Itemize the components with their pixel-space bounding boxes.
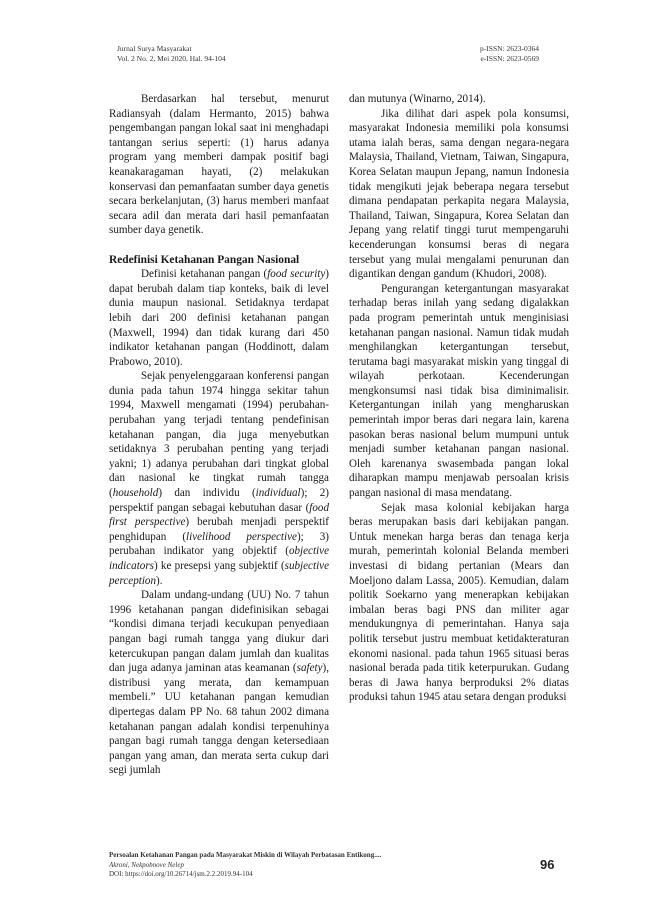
e-issn: e-ISSN: 2623-0569 bbox=[480, 54, 539, 63]
article-title: Persoalan Ketahanan Pangan pada Masyarakat Miskin di Wilayah Perbatasan Entikong.... bbox=[109, 851, 382, 859]
running-header-right bbox=[480, 44, 539, 64]
page-footer bbox=[109, 851, 381, 880]
article-authors: Akroni, Nekpobnove Nelep bbox=[109, 860, 184, 869]
paragraph: Sejak masa kolonial kebijakan harga beras merupakan basis dari kebijakan pangan. Untuk menekan harga beras dan tenaga kerja murah, pemerintah kolonial Belanda memberi investasi di bidang pertanian (Mears dan Moeljono dalam Lassa, 2005). Kemudian, dalam politik Soekarno yang menerapkan kebijakan imbalan beras bagi PNS dan militer agar mendukungnya di pemerintahan. Hanya saja politik tersebut justru membuat ketidakteraturan ekonomi nasional. pada tahun 1965 situasi beras nasional berada pada titik keterpurukan. Gudang beras di Jawa hanya berproduksi 2% diatas produksi tahun 1945 atau setara dengan produksi bbox=[349, 501, 569, 704]
paragraph: dan mutunya (Winarno, 2014). bbox=[349, 93, 486, 105]
running-header-left bbox=[117, 44, 226, 64]
right-column bbox=[349, 92, 569, 705]
journal-volume: Vol. 2 No. 2, Mei 2020, Hal. 94-104 bbox=[117, 54, 226, 63]
left-column bbox=[109, 92, 329, 778]
paragraph: Definisi ketahanan pangan (food security) dapat berubah dalam tiap konteks, baik di level dunia maupun nasional. Setidaknya terdapat lebih dari 200 definisi ketahanan pangan (Maxwell, 1994) dan tidak kurang dari 450 indikator ketahanan pangan (Hoddinott, dalam Prabowo, 2010). bbox=[109, 268, 329, 368]
paragraph: Berdasarkan hal tersebut, menurut Radiansyah (dalam Hermanto, 2015) bahwa pengembangan pangan lokal saat ini menghadapi tantangan serius seperti: (1) harus adanya program yang memberi dampak positif bagi keanakaragaman hayati, (2) melakukan konservasi dan pemanfaatan sumber daya genetis secara berkelanjutan, (3) harus memberi manfaat secara adil dan merata dari hasil pemanfaatan sumber daya genetik. bbox=[109, 93, 329, 237]
paragraph: Dalam undang-undang (UU) No. 7 tahun 1996 ketahanan pangan didefinisikan sebagai “kondisi dimana terjadi kecukupan penyediaan pangan bagi rumah tangga yang diukur dari ketercukupan pangan dalam jumlah dan kualitas dan juga adanya jaminan atas keamanan (safety), distribusi yang merata, dan kemampuan membeli.” UU ketahanan pangan kemudian dipertegas dalam PP No. 68 tahun 2002 dimana ketahanan pangan adalah kondisi terpenuhinya pangan bagi rumah tangga dengan ketersediaan pangan yang aman, dan merata serta cukup dari segi jumlah bbox=[109, 589, 329, 777]
journal-name: Jurnal Surya Masyarakat bbox=[117, 44, 192, 53]
section-heading: Redefinisi Ketahanan Pangan Nasional bbox=[109, 253, 300, 266]
paragraph: Sejak penyelenggaraan konferensi pangan dunia pada tahun 1974 hingga sekitar tahun 1994, Maxwell mengamati (1994) perubahan-perubahan yang terjadi tentang pendefinisan ketahanan pangan, dia juga menyebutkan setidaknya 3 perubahan penting yang terjadi yakni; 1) adanya perubahan dari tingkat global dan nasional ke tingkat rumah tangga (household) dan individu (individual); 2) perspektif pangan sebagai kebutuhan dasar (food first perspective) berubah menjadi perspektif penghidupan (livelihood perspective); 3) perubahan indikator yang objektif (objective indicators) ke presepsi yang subjektif (subjective perception). bbox=[109, 370, 329, 587]
doi-link[interactable]: DOI: https://doi.org/10.26714/jsm.2.2.2019.94-104 bbox=[109, 870, 253, 878]
paragraph: Pengurangan ketergantungan masyarakat terhadap beras inilah yang sedang digalakkan pada program pemerintah untuk menginisiasi ketahanan pangan nasional. Namun tidak mudah menghilangkan ketergantungan tersebut, terutama bagi masyarakat miskin yang tinggal di wilayah perkotaan. Kecenderungan mengkonsumsi nasi tidak bisa diminimalisir. Ketergantungan inilah yang mengharuskan pemerintah impor beras dari negara lain, karena pasokan beras nasional belum mumpuni untuk menjadi sumber ketahanan pangan nasional. Oleh karenanya swasembada pangan lokal diharapkan mampu menjawab persoalan krisis pangan nasional di masa mendatang. bbox=[349, 282, 569, 500]
page-number: 96 bbox=[540, 857, 555, 872]
p-issn: p-ISSN: 2623-0364 bbox=[480, 44, 539, 53]
paragraph: Jika dilihat dari aspek pola konsumsi, masyarakat Indonesia memiliki pola konsumsi utama ialah beras, sama dengan negara-negara Malaysia, Thailand, Vietnam, Taiwan, Singapura, Korea Selatan maupun Jepang, namun Indonesia tidak mengikuti jejak beberapa negara tersebut dimana pendapatan perkapita negara Malaysia, Thailand, Taiwan, Singapura, Korea Selatan dan Jepang yang relatif tinggi turut mempengaruhi kecenderungan konsumsi beras di negara tersebut yang mulai mengalami penurunan dan digantikan dengan gandum (Khudori, 2008). bbox=[349, 107, 569, 281]
